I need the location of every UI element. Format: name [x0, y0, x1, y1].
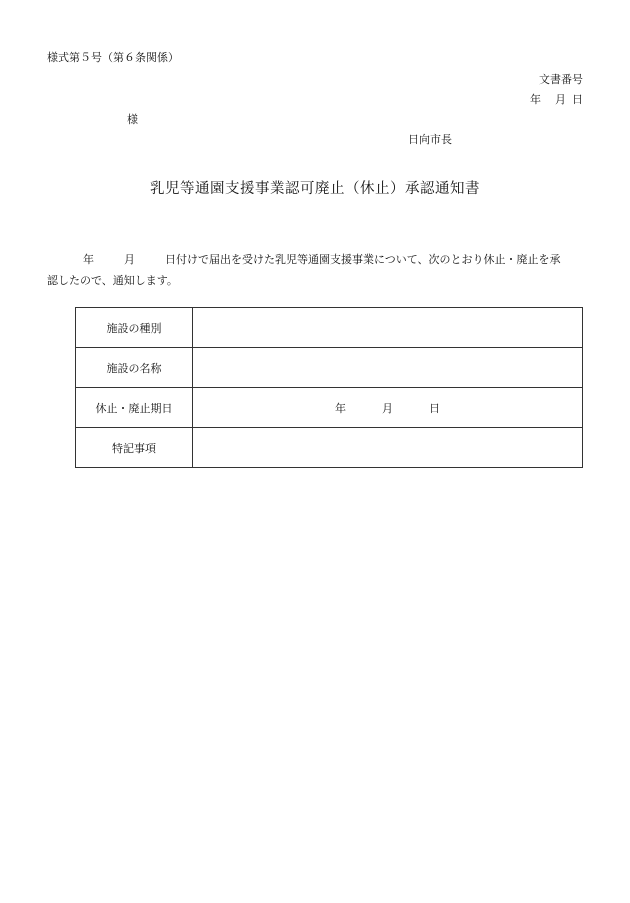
issue-date-day: 日 [572, 93, 583, 106]
issue-date-month: 月 [555, 93, 566, 106]
issue-date [530, 91, 583, 107]
body-line-1 [47, 249, 583, 270]
table-row [76, 348, 583, 388]
row-value-suspension-date[interactable] [193, 388, 583, 428]
document-title: 乳児等通園支援事業認可廃止（休止）承認通知書 [150, 181, 480, 197]
issue-date-year: 年 [530, 93, 541, 106]
table-row [76, 428, 583, 468]
row-value-special-notes[interactable] [193, 428, 583, 468]
body-line-1-text: 日付けで届出を受けた乳児等通園支援事業について、次のとおり休止・廃止を承 [165, 253, 561, 266]
body-month: 月 [124, 253, 135, 266]
suspension-month: 月 [382, 401, 393, 415]
addressee-suffix: 様 [127, 113, 138, 126]
row-label-suspension-date: 休止・廃止期日 [76, 388, 193, 428]
issuer-name: 日向市長 [408, 133, 452, 146]
row-label-facility-type: 施設の種別 [76, 308, 193, 348]
body-text [47, 249, 583, 291]
table-row [76, 308, 583, 348]
body-year: 年 [83, 253, 94, 266]
row-value-facility-type[interactable] [193, 308, 583, 348]
document-number-label: 文書番号 [539, 73, 583, 86]
form-number: 様式第５号（第６条関係） [47, 51, 179, 64]
suspension-year: 年 [335, 401, 346, 415]
suspension-day: 日 [429, 401, 440, 415]
row-label-special-notes: 特記事項 [76, 428, 193, 468]
row-label-facility-name: 施設の名称 [76, 348, 193, 388]
table-row [76, 388, 583, 428]
body-line-2: 認したので、通知します。 [47, 274, 178, 287]
row-value-facility-name[interactable] [193, 348, 583, 388]
notice-details-table [75, 307, 583, 468]
